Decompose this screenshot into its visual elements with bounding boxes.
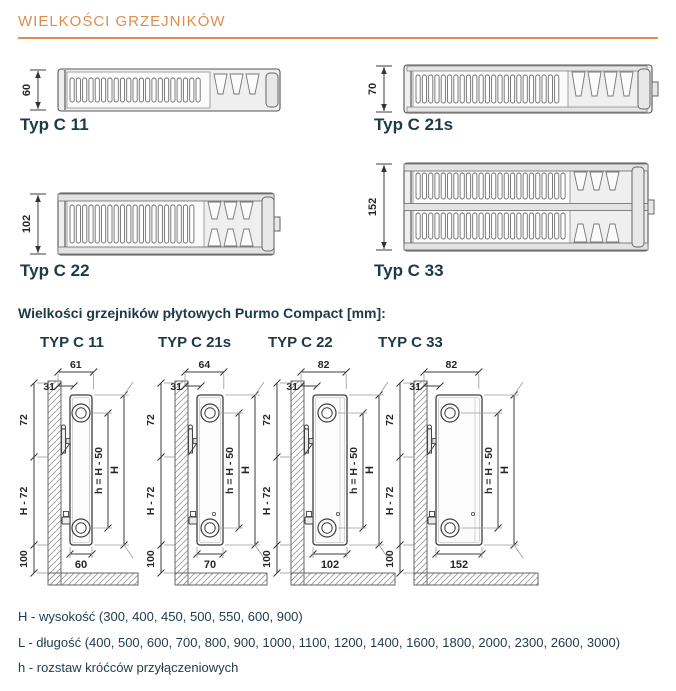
svg-text:H - 72: H - 72 (384, 486, 396, 516)
cross-section-typ-c-33 (367, 160, 666, 254)
svg-text:72: 72 (384, 414, 396, 426)
dimension-diagram-typ-c-33 (380, 357, 542, 595)
legend-length: L - długość (400, 500, 600, 700, 800, 900, 1000, 1100, 1200, 1400, 1600, 1800, 2000, 2300, 2600, 3000) (18, 635, 621, 650)
dimension-diagram-typ-c-21s (141, 357, 271, 595)
svg-text:82: 82 (445, 359, 458, 371)
title-underline (18, 37, 658, 39)
legend-height: H - wysokość (300, 400, 450, 500, 550, 600, 900) (18, 609, 303, 624)
svg-text:h = H - 50: h = H - 50 (348, 447, 360, 494)
svg-text:72: 72 (18, 414, 30, 426)
svg-text:h = H - 50: h = H - 50 (224, 447, 236, 494)
svg-text:72: 72 (261, 414, 273, 426)
label-typ-c-22: Typ C 22 (20, 261, 90, 280)
page-title: WIELKOŚCI GRZEJNIKÓW (18, 13, 226, 30)
svg-text:70: 70 (367, 82, 379, 96)
svg-text:100: 100 (261, 550, 273, 568)
svg-text:152: 152 (367, 197, 379, 217)
svg-text:100: 100 (145, 550, 157, 568)
svg-text:31: 31 (286, 381, 298, 393)
svg-text:60: 60 (21, 83, 33, 97)
svg-text:152: 152 (449, 559, 469, 571)
svg-text:102: 102 (320, 559, 340, 571)
svg-text:70: 70 (203, 559, 217, 571)
legend-spacing: h - rozstaw króćców przyłączeniowych (18, 660, 239, 675)
svg-text:H: H (109, 466, 121, 474)
cross-section-typ-c-21s (367, 62, 666, 116)
svg-text:H: H (499, 466, 511, 474)
svg-text:h = H - 50: h = H - 50 (93, 447, 105, 494)
column-header-typ-c-22: TYP C 22 (268, 334, 333, 351)
svg-text:102: 102 (21, 214, 33, 234)
dimension-diagram-typ-c-22 (257, 357, 399, 595)
column-header-typ-c-21s: TYP C 21s (158, 334, 232, 351)
svg-text:72: 72 (145, 414, 157, 426)
svg-text:61: 61 (69, 359, 82, 371)
svg-text:82: 82 (317, 359, 330, 371)
svg-text:h = H - 50: h = H - 50 (483, 447, 495, 494)
cross-section-typ-c-11 (21, 66, 292, 114)
svg-text:31: 31 (409, 381, 421, 393)
svg-text:H - 72: H - 72 (261, 486, 273, 516)
svg-text:H - 72: H - 72 (18, 486, 30, 516)
svg-text:31: 31 (43, 381, 55, 393)
label-typ-c-21s: Typ C 21s (374, 115, 454, 134)
column-header-typ-c-11: TYP C 11 (40, 334, 104, 351)
svg-text:31: 31 (170, 381, 182, 393)
svg-text:60: 60 (74, 559, 88, 571)
svg-text:H - 72: H - 72 (145, 486, 157, 516)
svg-text:H: H (240, 466, 252, 474)
svg-text:H: H (364, 466, 376, 474)
cross-section-typ-c-22 (21, 190, 292, 258)
label-typ-c-33: Typ C 33 (374, 261, 444, 280)
column-header-typ-c-33: TYP C 33 (378, 334, 443, 351)
svg-text:64: 64 (198, 359, 211, 371)
section-subtitle: Wielkości grzejników płytowych Purmo Compact [mm]: (18, 305, 386, 321)
svg-text:100: 100 (384, 550, 396, 568)
label-typ-c-11: Typ C 11 (20, 115, 89, 134)
dimension-diagram-typ-c-11 (14, 357, 142, 595)
svg-text:100: 100 (18, 550, 30, 568)
